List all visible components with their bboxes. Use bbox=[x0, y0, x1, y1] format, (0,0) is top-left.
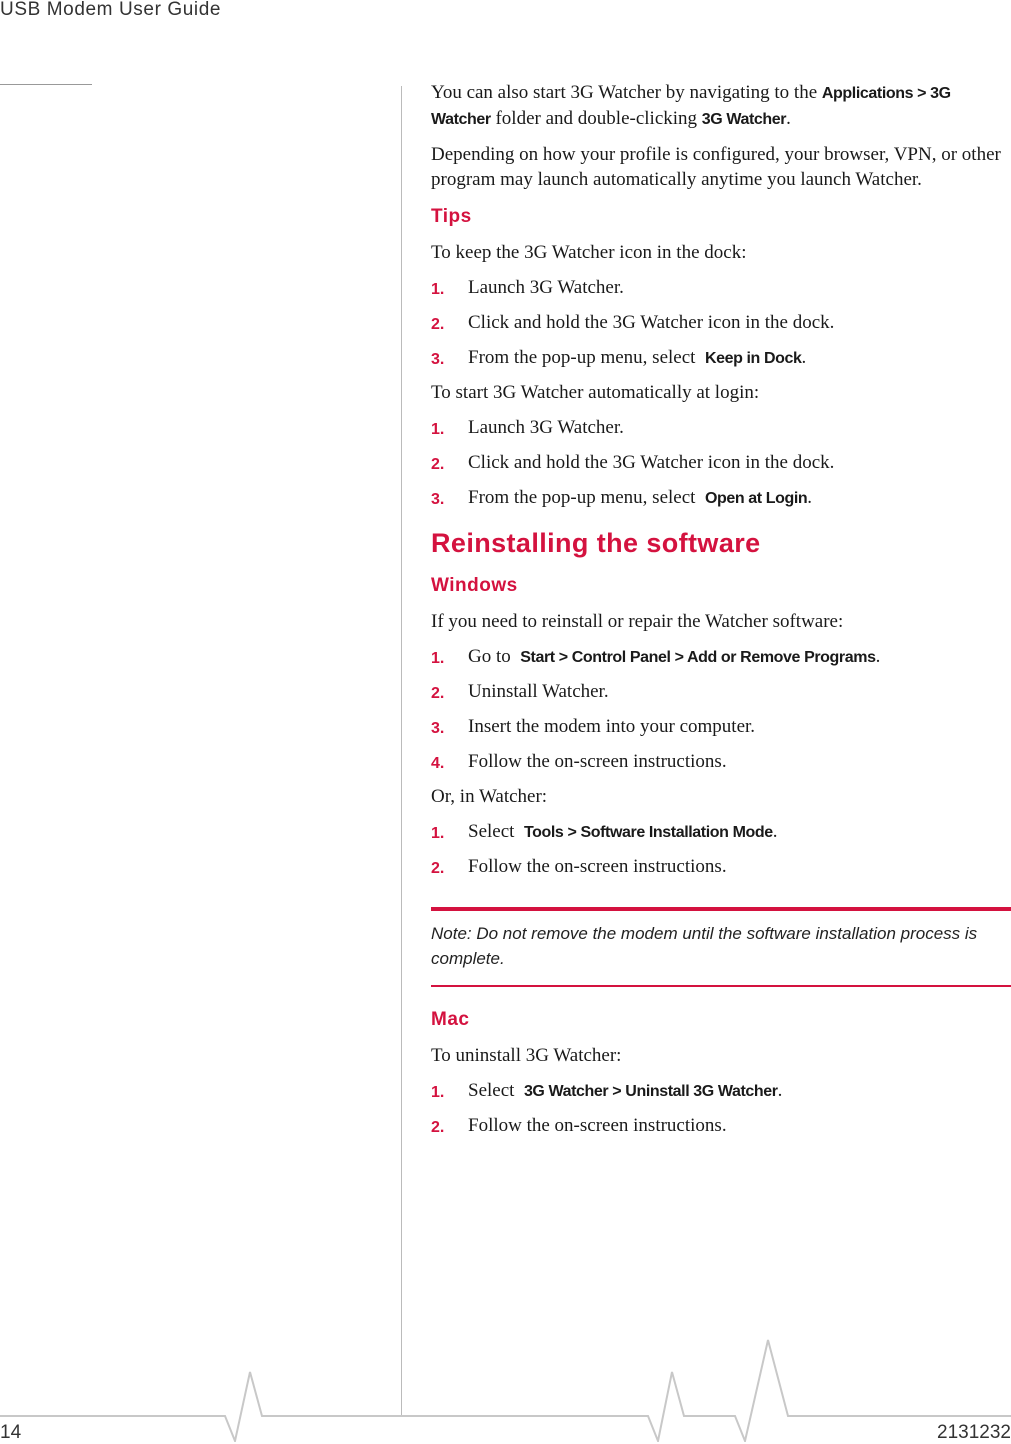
gutter-divider bbox=[401, 86, 402, 1416]
footer-signal-wave bbox=[0, 1330, 1011, 1442]
or-in-watcher-intro: Or, in Watcher: bbox=[431, 786, 548, 807]
mac-heading: Mac bbox=[431, 1009, 470, 1030]
windows-heading: Windows bbox=[431, 575, 518, 596]
footer-wave-line bbox=[0, 1340, 1011, 1441]
step-number: 2. bbox=[431, 860, 445, 877]
intro-paragraph-profile: Depending on how your profile is configured, your browser, VPN, or other program may launch automatically anytime you launch Watcher. bbox=[431, 144, 1001, 190]
reinstall-heading: Reinstalling the software bbox=[431, 528, 761, 558]
step-text: Select Tools > Software Installation Mode. bbox=[468, 821, 778, 842]
list-item bbox=[431, 485, 1011, 512]
list-item bbox=[431, 854, 1011, 881]
ui-path-software-installation-mode: Tools > Software Installation Mode bbox=[523, 824, 773, 841]
note-box: Note: Do not remove the modem until the software installation process is complete. bbox=[431, 907, 1011, 987]
list-item bbox=[431, 1078, 1011, 1105]
document-number: 2131232 bbox=[937, 1422, 1011, 1443]
mac-steps bbox=[431, 1078, 1011, 1140]
ui-item-3g-watcher: 3G Watcher bbox=[701, 111, 787, 128]
step-number: 3. bbox=[431, 720, 445, 737]
step-text: Launch 3G Watcher. bbox=[468, 417, 624, 438]
ui-item-open-at-login: Open at Login bbox=[704, 490, 808, 507]
page-number: 14 bbox=[0, 1422, 22, 1443]
open-at-login-intro: To start 3G Watcher automatically at login: bbox=[431, 382, 760, 403]
step-number: 1. bbox=[431, 421, 445, 438]
header-rule bbox=[0, 84, 92, 85]
step-number: 3. bbox=[431, 491, 445, 508]
step-number: 1. bbox=[431, 281, 445, 298]
windows-intro: If you need to reinstall or repair the Watcher software: bbox=[431, 611, 844, 632]
list-item bbox=[431, 415, 1011, 442]
step-number: 1. bbox=[431, 825, 445, 842]
step-text: Click and hold the 3G Watcher icon in the dock. bbox=[468, 312, 835, 333]
list-item bbox=[431, 275, 1011, 302]
main-content bbox=[431, 80, 1011, 1148]
step-text: Go to Start > Control Panel > Add or Remove Programs. bbox=[468, 646, 881, 667]
step-number: 2. bbox=[431, 1119, 445, 1136]
list-item bbox=[431, 644, 1011, 671]
list-item bbox=[431, 1113, 1011, 1140]
step-number: 1. bbox=[431, 650, 445, 667]
step-text: Insert the modem into your computer. bbox=[468, 716, 756, 737]
list-item bbox=[431, 345, 1011, 372]
step-number: 2. bbox=[431, 456, 445, 473]
windows-steps bbox=[431, 644, 1011, 776]
step-text: Follow the on-screen instructions. bbox=[468, 751, 727, 772]
step-text: From the pop-up menu, select Open at Login. bbox=[468, 487, 813, 508]
tips-heading: Tips bbox=[431, 206, 472, 227]
list-item bbox=[431, 310, 1011, 337]
intro-paragraph-launch: You can also start 3G Watcher by navigating to the Applications > 3G Watcher folder and double-clicking 3G Watcher. bbox=[431, 82, 951, 129]
ui-path-add-remove-programs: Start > Control Panel > Add or Remove Programs bbox=[520, 649, 876, 666]
step-number: 2. bbox=[431, 316, 445, 333]
keep-in-dock-intro: To keep the 3G Watcher icon in the dock: bbox=[431, 242, 747, 263]
ui-path-uninstall-3g-watcher: 3G Watcher > Uninstall 3G Watcher bbox=[523, 1083, 778, 1100]
open-at-login-steps bbox=[431, 415, 1011, 512]
mac-intro: To uninstall 3G Watcher: bbox=[431, 1045, 622, 1066]
step-number: 1. bbox=[431, 1084, 445, 1101]
step-number: 4. bbox=[431, 755, 445, 772]
list-item bbox=[431, 749, 1011, 776]
step-text: Follow the on-screen instructions. bbox=[468, 856, 727, 877]
step-number: 2. bbox=[431, 685, 445, 702]
list-item bbox=[431, 819, 1011, 846]
list-item bbox=[431, 714, 1011, 741]
step-text: Uninstall Watcher. bbox=[468, 681, 609, 702]
running-header: USB Modem User Guide bbox=[0, 0, 222, 20]
step-text: Follow the on-screen instructions. bbox=[468, 1115, 727, 1136]
step-text: Launch 3G Watcher. bbox=[468, 277, 624, 298]
step-text: From the pop-up menu, select Keep in Dock. bbox=[468, 347, 807, 368]
ui-path-applications: Applications > 3G Watcher bbox=[431, 85, 951, 128]
or-in-watcher-steps bbox=[431, 819, 1011, 881]
step-text: Click and hold the 3G Watcher icon in the dock. bbox=[468, 452, 835, 473]
ui-item-keep-in-dock: Keep in Dock bbox=[704, 350, 802, 367]
step-text: Select 3G Watcher > Uninstall 3G Watcher. bbox=[468, 1080, 783, 1101]
list-item bbox=[431, 450, 1011, 477]
keep-in-dock-steps bbox=[431, 275, 1011, 372]
list-item bbox=[431, 679, 1011, 706]
step-number: 3. bbox=[431, 351, 445, 368]
